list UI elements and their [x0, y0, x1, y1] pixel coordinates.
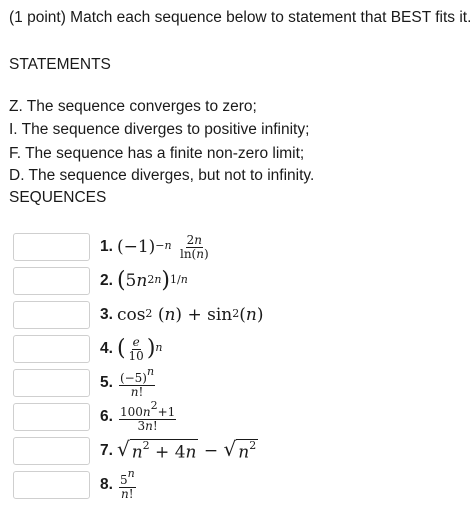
sequence-label-1: 1. — [100, 238, 113, 255]
sequence-expr-8: $\frac{5^n}{n!}$ — [119, 467, 135, 501]
answer-input-2[interactable] — [13, 267, 90, 295]
sequence-expr-1: (−1) $^{-n}$ $\frac{2n}{\ln(n)}$ — [116, 232, 209, 261]
answer-input-5[interactable] — [13, 369, 90, 397]
statement-d: D. The sequence diverges, but not to infinity. — [9, 167, 315, 184]
sequence-label-3: 3. — [100, 306, 113, 323]
statement-z: Z. The sequence converges to zero; — [9, 98, 257, 115]
sequence-row-6 — [13, 399, 178, 433]
sequence-label-5: 5. — [100, 374, 113, 391]
sequence-expr-5: $\frac{(-5)^n}{n!}$ — [119, 365, 155, 399]
answer-input-3[interactable] — [13, 301, 90, 329]
sequence-row-8 — [13, 467, 138, 501]
sequence-label-8: 8. — [100, 476, 113, 493]
sequence-row-3 — [13, 300, 263, 330]
sequence-row-5 — [13, 365, 157, 399]
sequence-row-2 — [13, 266, 188, 296]
statement-i: I. The sequence diverges to positive infinity; — [9, 121, 310, 138]
answer-input-7[interactable] — [13, 437, 90, 465]
answer-input-4[interactable] — [13, 335, 90, 363]
sequence-expr-2: ( 5 n $^{2n}$ ) $^{1/n}$ — [116, 268, 188, 293]
answer-input-8[interactable] — [13, 471, 90, 499]
answer-input-6[interactable] — [13, 403, 90, 431]
sequence-expr-4: ( $\frac{e}{10}$ ) $^n$ — [116, 334, 163, 363]
sequence-row-4 — [13, 334, 163, 364]
sequence-label-2: 2. — [100, 272, 113, 289]
sequence-label-6: 6. — [100, 408, 113, 425]
sequence-expr-6: $\frac{100n^2+1}{3n!}$ — [119, 399, 176, 433]
statement-f: F. The sequence has a finite non-zero limit; — [9, 145, 305, 162]
sequence-row-7 — [13, 436, 258, 466]
sequence-expr-3: cos $^2$ ( n ) + sin $^2$ ( n ) — [116, 305, 264, 325]
sequence-expr-7: √ $n^2 + 4n$ − √ $n^2$ — [116, 437, 257, 463]
problem-header: (1 point) Match each sequence below to statement that BEST fits it. — [9, 9, 472, 26]
sequences-title: SEQUENCES — [9, 189, 107, 206]
answer-input-1[interactable] — [13, 233, 90, 261]
sequence-label-4: 4. — [100, 340, 113, 357]
sequence-row-1 — [13, 232, 212, 262]
statements-title: STATEMENTS — [9, 56, 111, 73]
sequence-label-7: 7. — [100, 442, 113, 459]
